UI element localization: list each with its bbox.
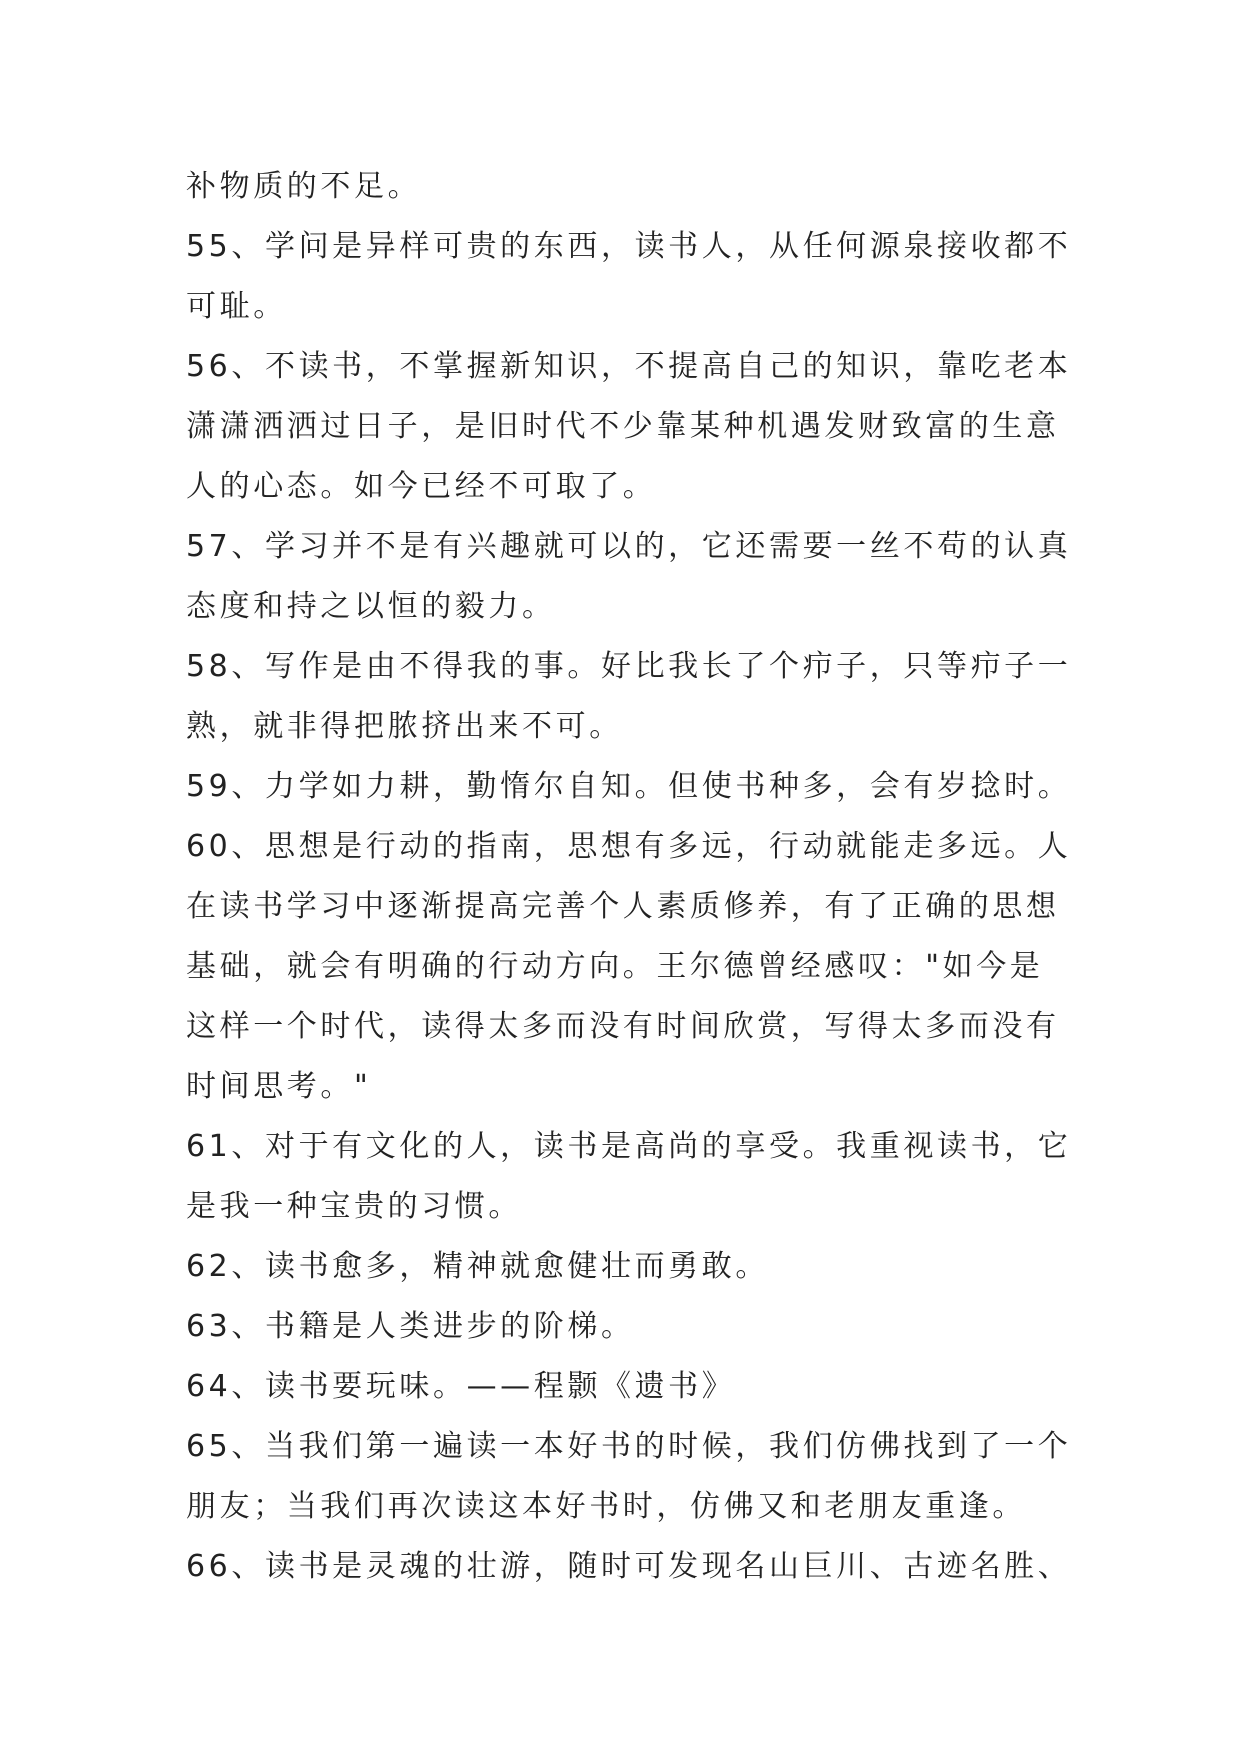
- text-line: 态度和持之以恒的毅力。: [186, 589, 556, 624]
- quote-text-block: [186, 157, 1086, 1597]
- text-line: 潇潇洒洒过日子，是旧时代不少靠某种机遇发财致富的生意: [186, 409, 1060, 444]
- text-line: 62、读书愈多，精神就愈健壮而勇敢。: [186, 1249, 769, 1284]
- text-line: 64、读书要玩味。——程颢《遗书》: [186, 1369, 736, 1404]
- text-line: 57、学习并不是有兴趣就可以的，它还需要一丝不苟的认真: [186, 529, 1072, 564]
- text-line: 基础，就会有明确的行动方向。王尔德曾经感叹："如今是: [186, 949, 1044, 984]
- text-line: 可耻。: [186, 289, 287, 324]
- text-line: 时间思考。": [186, 1069, 372, 1104]
- text-line: 熟，就非得把脓挤出来不可。: [186, 709, 623, 744]
- text-line: 61、对于有文化的人，读书是高尚的享受。我重视读书，它: [186, 1129, 1072, 1164]
- text-line: 63、书籍是人类进步的阶梯。: [186, 1309, 635, 1344]
- text-line: 朋友；当我们再次读这本好书时，仿佛又和老朋友重逢。: [186, 1489, 1026, 1524]
- text-line: 56、不读书，不掌握新知识，不提高自己的知识，靠吃老本: [186, 349, 1072, 384]
- text-line: 65、当我们第一遍读一本好书的时候，我们仿佛找到了一个: [186, 1429, 1072, 1464]
- text-line: 60、思想是行动的指南，思想有多远，行动就能走多远。人: [186, 829, 1072, 864]
- text-line: 人的心态。如今已经不可取了。: [186, 469, 657, 504]
- text-line: 是我一种宝贵的习惯。: [186, 1189, 522, 1224]
- text-line: 在读书学习中逐渐提高完善个人素质修养，有了正确的思想: [186, 889, 1060, 924]
- text-line: 补物质的不足。: [186, 169, 422, 204]
- text-line: 58、写作是由不得我的事。好比我长了个疖子，只等疖子一: [186, 649, 1072, 684]
- text-line: 59、力学如力耕，勤惰尔自知。但使书种多，会有岁捻时。: [186, 769, 1072, 804]
- text-line: 66、读书是灵魂的壮游，随时可发现名山巨川、古迹名胜、: [186, 1549, 1072, 1584]
- text-line: 这样一个时代，读得太多而没有时间欣赏，写得太多而没有: [186, 1009, 1060, 1044]
- text-line: 55、学问是异样可贵的东西，读书人，从任何源泉接收都不: [186, 229, 1072, 264]
